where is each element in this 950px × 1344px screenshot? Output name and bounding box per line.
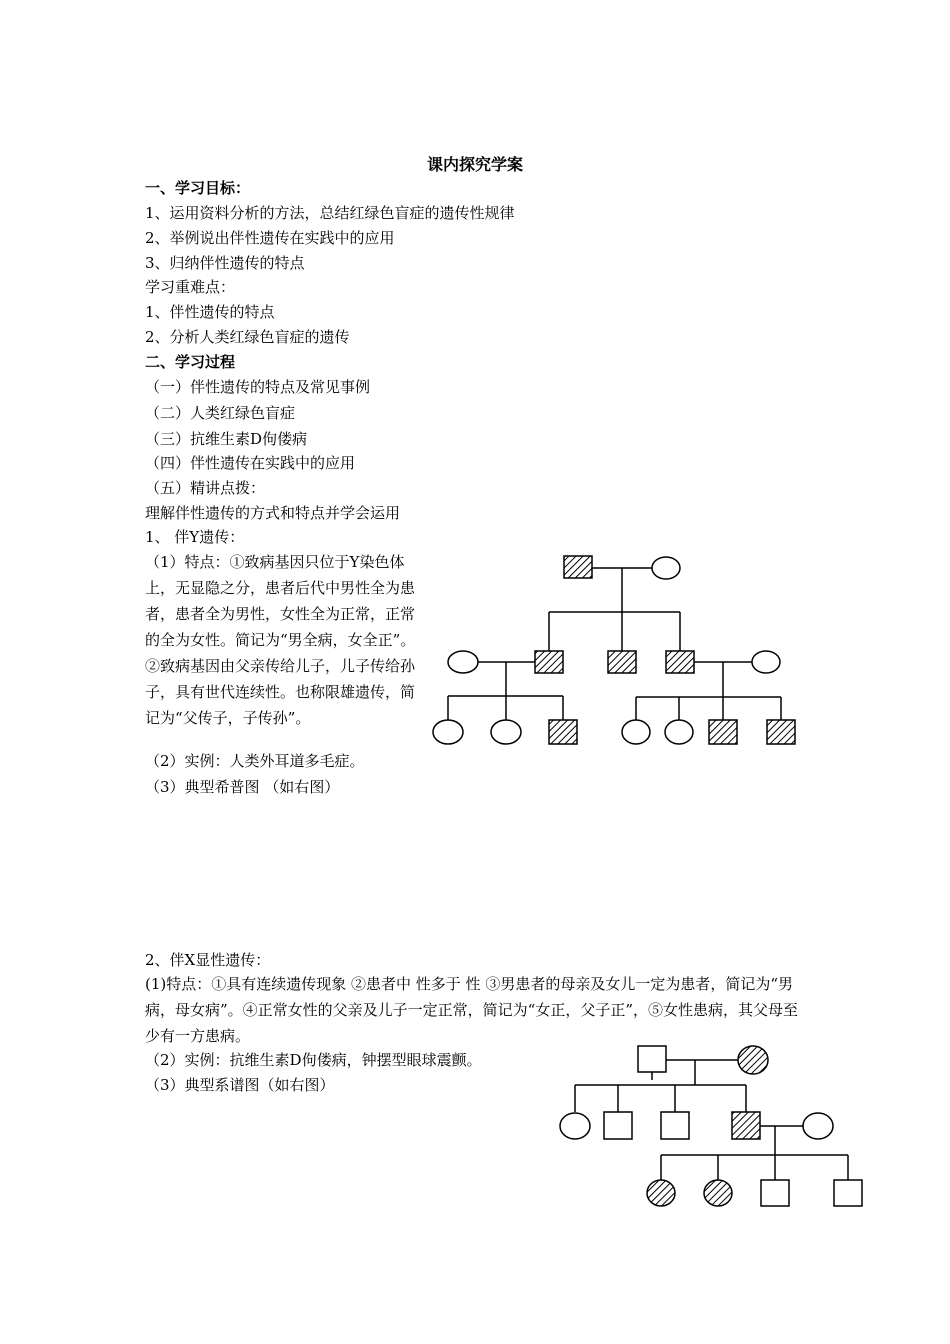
affected-female [704, 1180, 732, 1206]
affected-male [666, 651, 694, 673]
normal-male [834, 1180, 862, 1206]
y-linked-example: （2）实例：人类外耳道多毛症。 [145, 752, 365, 770]
y-linked-heading: 1、 伴Y遗传： [145, 528, 245, 546]
process-item-6: 理解伴性遗传的方式和特点并学会运用 [145, 504, 401, 522]
affected-male [549, 720, 577, 744]
affected-male [732, 1112, 760, 1139]
normal-female [752, 651, 780, 673]
process-item-3: （三）抗维生素D佝偻病 [145, 430, 308, 448]
process-item-2: （二）人类红绿色盲症 [145, 404, 296, 422]
normal-female [652, 557, 680, 579]
goal-3: 3、归纳伴性遗传的特点 [145, 254, 305, 272]
normal-male [638, 1046, 666, 1072]
x-dominant-example: （2）实例：抗维生素D佝偻病，钟摆型眼球震颤。 [145, 1051, 482, 1069]
y-linked-diagram-label: （3）典型希普图 （如右图） [145, 778, 340, 796]
process-item-4: （四）伴性遗传在实践中的应用 [145, 454, 356, 472]
key-point-1: 1、伴性遗传的特点 [145, 303, 275, 321]
x-dominant-feature: (1)特点：①具有连续遗传现象 ②患者中 性多于 性 ③男患者的母亲及女儿一定为患者，简记为“男病，母女病”。④正常女性的父亲及儿子一定正常，简记为“女正，父子正”，⑤女性患病，其父母至少有一方患病。 [145, 975, 799, 1045]
affected-female [647, 1180, 675, 1206]
affected-female [738, 1046, 768, 1074]
affected-male [564, 556, 592, 578]
x-dominant-diagram-label: （3）典型系谱图（如右图） [145, 1076, 335, 1094]
page-title: 课内探究学案 [426, 155, 523, 174]
normal-female [448, 651, 478, 673]
key-heading: 学习重难点： [145, 278, 236, 296]
affected-male [535, 651, 563, 673]
goal-1: 1、运用资料分析的方法，总结红绿色盲症的遗传性规律 [145, 204, 515, 222]
normal-female [560, 1113, 590, 1139]
affected-male [608, 651, 636, 673]
y-linked-feature: （1）特点：①致病基因只位于Y染色体上，无显隐之分，患者后代中男性全为患者，患者全为男性，女性全为正常，正常的全为女性。简记为“男全病，女全正”。②致病基因由父亲传给儿子，儿子传给孙子，具有世代连续性。也称限雄遗传，简记为“父传子，子传孙”。 [145, 553, 416, 727]
normal-female [803, 1113, 833, 1139]
normal-male [761, 1180, 789, 1206]
section2-heading: 二、学习过程 [145, 353, 236, 371]
process-item-5: （五）精讲点拨： [145, 479, 266, 497]
key-point-2: 2、分析人类红绿色盲症的遗传 [145, 328, 350, 346]
normal-male [661, 1112, 689, 1139]
affected-male [767, 720, 795, 744]
normal-female [622, 720, 650, 744]
section1-heading: 一、学习目标： [145, 179, 251, 197]
normal-female [491, 720, 521, 744]
process-item-1: （一）伴性遗传的特点及常见事例 [145, 378, 371, 396]
goal-2: 2、举例说出伴性遗传在实践中的应用 [145, 229, 395, 247]
x-dominant-heading: 2、伴X显性遗传： [145, 951, 271, 969]
normal-male [604, 1112, 632, 1139]
normal-female [433, 720, 463, 744]
affected-male [709, 720, 737, 744]
normal-female [665, 720, 693, 744]
